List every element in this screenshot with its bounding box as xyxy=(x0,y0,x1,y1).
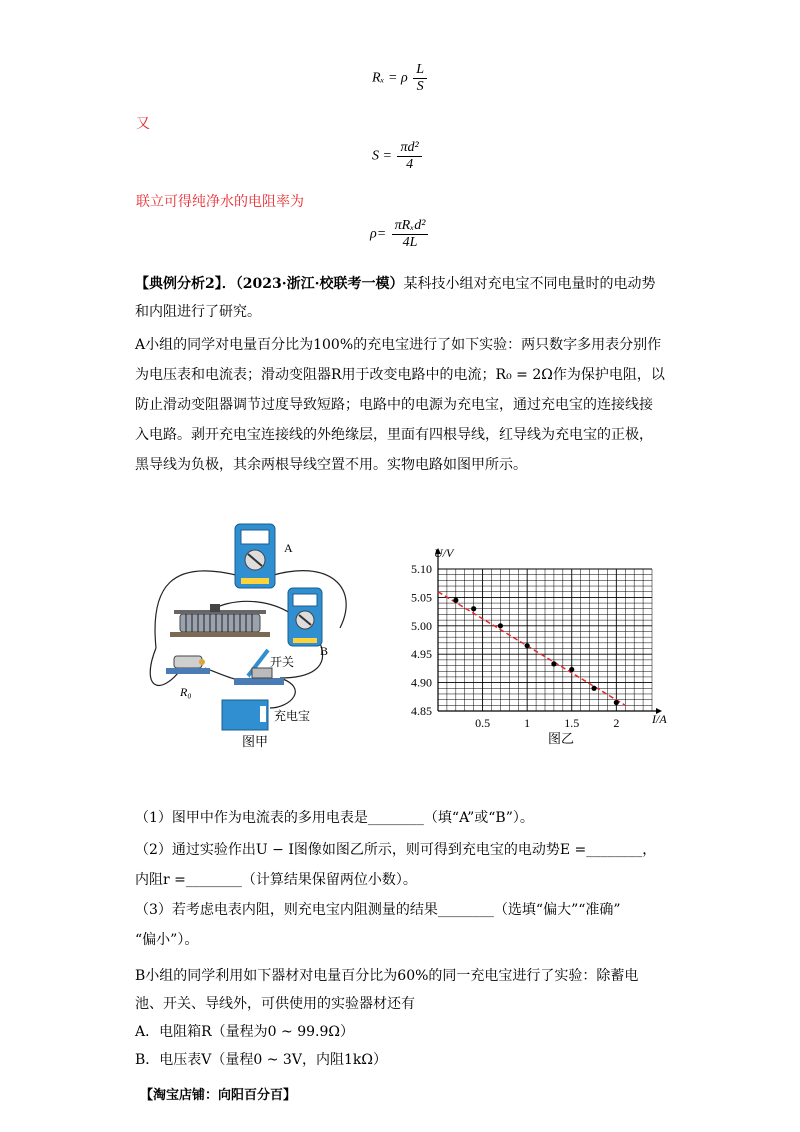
equation-rho: ρ= $\frac{\text{πRₓd²}}{4L}$ xyxy=(370,218,430,251)
y-tick-label: 5.05 xyxy=(411,590,432,605)
example-intro xyxy=(135,270,665,326)
equation-rx: Rₓ = ρ $\frac{L}{S}$ xyxy=(372,62,429,95)
y-tick-label: 4.95 xyxy=(411,647,432,662)
chart-axes xyxy=(435,548,662,714)
question-3b: “偏小”）。 xyxy=(135,932,199,948)
data-point xyxy=(471,606,476,611)
label-r0: R₀ xyxy=(180,685,192,699)
example-heading: 【典例分析2】．（2023·浙江·校联考一模） xyxy=(135,276,404,292)
example-intro-text: 某科技小组对充电宝不同电量时的电动势和内阻进行了研究。 xyxy=(135,276,656,320)
chart-ticks xyxy=(411,562,619,730)
data-point xyxy=(569,667,574,672)
data-point xyxy=(591,686,596,691)
chart-grid xyxy=(438,569,652,711)
question-1: （1）图甲中作为电流表的多用电表是________（填“A”或“B”）。 xyxy=(135,810,534,826)
chart-xlabel: I/A xyxy=(652,712,667,726)
x-tick-label: 2 xyxy=(613,716,620,730)
paragraph-b: B小组的同学利用如下器材对电量百分比为60%的同一充电宝进行了实验：除蓄电池、开关、导线外，可供使用的实验器材还有 xyxy=(135,968,639,1012)
combined-text: 联立可得纯净水的电阻率为 xyxy=(136,194,304,210)
caption-yi: 图乙 xyxy=(548,731,575,745)
chart-ylabel: U/V xyxy=(434,546,454,560)
data-point xyxy=(614,700,619,705)
label-a: A xyxy=(284,541,293,555)
y-tick-label: 5.00 xyxy=(411,618,432,633)
y-tick-label: 5.10 xyxy=(411,562,432,576)
label-battery: 充电宝 xyxy=(274,709,311,723)
question-2a: （2）通过实验作出U − I图像如图乙所示，则可得到充电宝的电动势E =________， xyxy=(135,842,657,858)
rheostat xyxy=(170,604,270,637)
power-bank xyxy=(222,700,268,730)
multimeter-b xyxy=(288,588,322,646)
data-point xyxy=(453,598,458,603)
label-switch: 开关 xyxy=(270,655,295,669)
y-tick-label: 4.90 xyxy=(411,675,432,690)
x-tick-label: 1.5 xyxy=(564,716,580,730)
multimeter-a xyxy=(235,524,275,588)
connector-text: 又 xyxy=(136,116,150,132)
resistor-r0 xyxy=(166,656,210,674)
paragraph-a: A小组的同学对电量百分比为100%的充电宝进行了如下实验：两只数字多用表分别作为电压表和电流表；滑动变阻器R用于改变电路中的电流；R₀ = 2Ω作为保护电阻，以防止滑动变阻器调节过度导致短路；电路中的电源为充电宝，通过充电宝的连接线接入电路。剥开充电宝连接线的外绝缘层，里面有四根导线，红导线为充电宝的正极，黑导线为负极，其余两根导线空置不用。实物电路如图甲所示。 xyxy=(135,337,665,473)
circuit-figure xyxy=(130,518,360,750)
equation-s: S = $\frac{\text{πd²}}{4}$ xyxy=(372,140,424,173)
data-point xyxy=(551,661,556,666)
x-tick-label: 0.5 xyxy=(475,716,491,730)
caption-jia: 图甲 xyxy=(242,734,269,749)
data-point xyxy=(498,623,503,628)
data-point xyxy=(525,643,530,648)
question-2b: 内阻r =________（计算结果保留两位小数）。 xyxy=(135,872,417,888)
x-tick-label: 1 xyxy=(524,716,531,730)
y-tick-label: 4.85 xyxy=(411,704,432,718)
option-b: B．电压表V（量程0 ~ 3V，内阻1kΩ） xyxy=(135,1052,387,1068)
label-b: B xyxy=(320,644,329,658)
question-3a: （3）若考虑电表内阻，则充电宝内阻测量的结果________（选填“偏大”“准确” xyxy=(135,902,621,918)
footer: 【淘宝店铺：向阳百分百】 xyxy=(140,1088,297,1103)
option-a: A．电阻箱R（量程为0 ~ 99.9Ω） xyxy=(135,1024,354,1040)
ui-chart xyxy=(390,545,680,745)
